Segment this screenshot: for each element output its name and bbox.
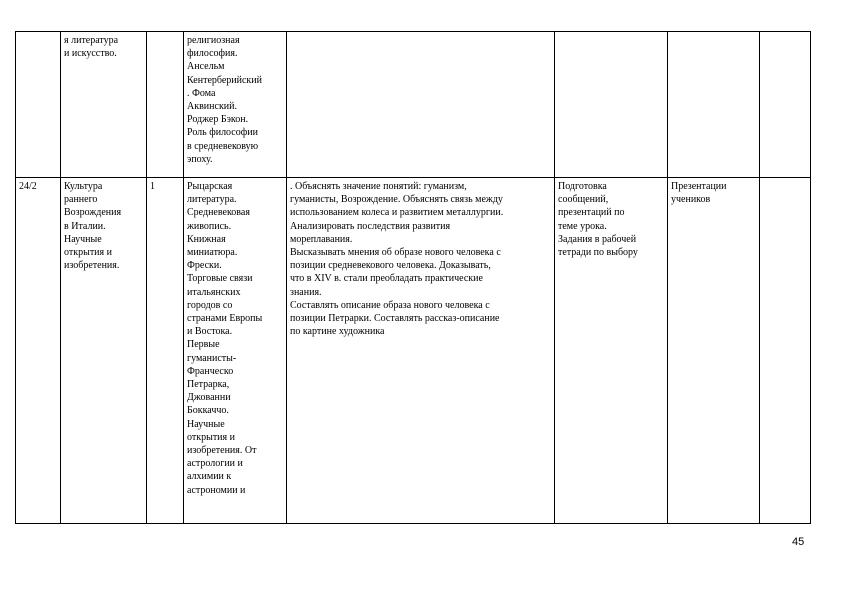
notes-cell [668, 32, 760, 178]
text-line: Средневековая [187, 207, 250, 219]
text-line: Джованни [187, 392, 231, 404]
activities-cell [287, 32, 555, 178]
topic-cell [61, 32, 147, 178]
text-line: эпоху. [187, 153, 213, 165]
text-line: что в XIV в. стали преобладать практические [290, 273, 483, 285]
text-line: в средневековую [187, 140, 259, 152]
text-line: Первые [187, 339, 220, 351]
content-cell [184, 178, 287, 524]
text-line: учеников [671, 194, 711, 206]
content-cell [184, 32, 287, 178]
text-line: я литература [64, 35, 119, 46]
text-line: и Востока. [187, 326, 233, 338]
text-line: открытия и [187, 431, 235, 443]
hours-cell: 1 [147, 178, 184, 524]
text-line: Анализировать последствия развития [290, 220, 451, 232]
text-line: живопись. [187, 220, 232, 232]
text-line: изобретения. От [187, 445, 257, 457]
homework-cell [555, 32, 668, 178]
activities-cell [287, 178, 555, 524]
text-line: Рыцарская [187, 181, 233, 192]
homework-cell [555, 178, 668, 524]
text-line: . Фома [187, 87, 216, 99]
text-line: гуманисты- [187, 352, 237, 364]
text-line: литература. [187, 194, 237, 206]
text-line: Петрарка, [187, 379, 230, 391]
text-line: религиозная [187, 35, 240, 46]
extra-cell [760, 178, 811, 524]
text-line: Презентации [671, 181, 727, 192]
text-line: Торговые связи [187, 273, 253, 285]
text-line: Составлять описание образа нового человека с [290, 299, 490, 311]
text-line: мореплавания. [290, 233, 353, 245]
text-line: гуманисты, Возрождение. Объяснять связь между [290, 194, 503, 206]
notes-cell [668, 178, 760, 524]
text-line: Подготовка [558, 181, 607, 192]
text-line: знания. [290, 286, 322, 298]
text-line: Научные [187, 418, 225, 430]
table-row [16, 178, 811, 524]
text-line: открытия и [64, 247, 112, 259]
text-line: презентаций по [558, 207, 625, 219]
text-line: астрономии и [187, 484, 246, 496]
text-line: позиции Петрарки. Составлять рассказ-описание [290, 313, 500, 325]
extra-cell [760, 32, 811, 178]
text-line: Возрождения [64, 207, 122, 219]
text-line: философия. [187, 48, 238, 60]
text-line: астрологии и [187, 458, 243, 470]
text-line: Фрески. [187, 260, 222, 272]
text-line: Высказывать мнения об образе нового человека с [290, 247, 501, 259]
text-line: Франческо [187, 365, 234, 377]
page-number: 45 [792, 536, 805, 548]
text-line: . Объяснять значение понятий: гуманизм, [290, 181, 467, 192]
text-line: Кентерберийский [187, 74, 262, 86]
text-line: сообщений, [558, 194, 609, 206]
text-line: Ансельм [187, 61, 225, 73]
text-line: городов со [187, 299, 233, 311]
text-line: миниатюра. [187, 247, 238, 259]
text-line: Аквинский. [187, 101, 238, 113]
text-line: по картине художника [290, 326, 385, 338]
text-line: использованием колеса и развитием металлургии. [290, 207, 504, 219]
text-line: Книжная [187, 233, 226, 245]
lesson-plan-table [15, 31, 811, 524]
text-line: и искусство. [64, 48, 117, 60]
text-line: итальянских [187, 286, 241, 298]
text-line: позиции средневекового человека. Доказывать, [290, 260, 491, 272]
text-line: теме урока. [558, 220, 607, 232]
lesson-number-cell: 24/2 [16, 178, 61, 524]
lesson-number-cell [16, 32, 61, 178]
text-line: изобретения. [64, 260, 120, 272]
hours-cell [147, 32, 184, 178]
text-line: Задания в рабочей [558, 233, 637, 245]
text-line: алхимии к [187, 471, 232, 483]
text-line: раннего [64, 194, 98, 206]
text-line: Научные [64, 233, 102, 245]
topic-cell [61, 178, 147, 524]
text-line: тетради по выбору [558, 247, 638, 259]
text-line: странами Европы [187, 313, 263, 325]
table-row [16, 32, 811, 178]
text-line: Роджер Бэкон. [187, 114, 249, 126]
text-line: Боккаччо. [187, 405, 229, 417]
text-line: Роль философии [187, 127, 258, 139]
text-line: в Италии. [64, 220, 106, 232]
text-line: Культура [64, 181, 103, 192]
